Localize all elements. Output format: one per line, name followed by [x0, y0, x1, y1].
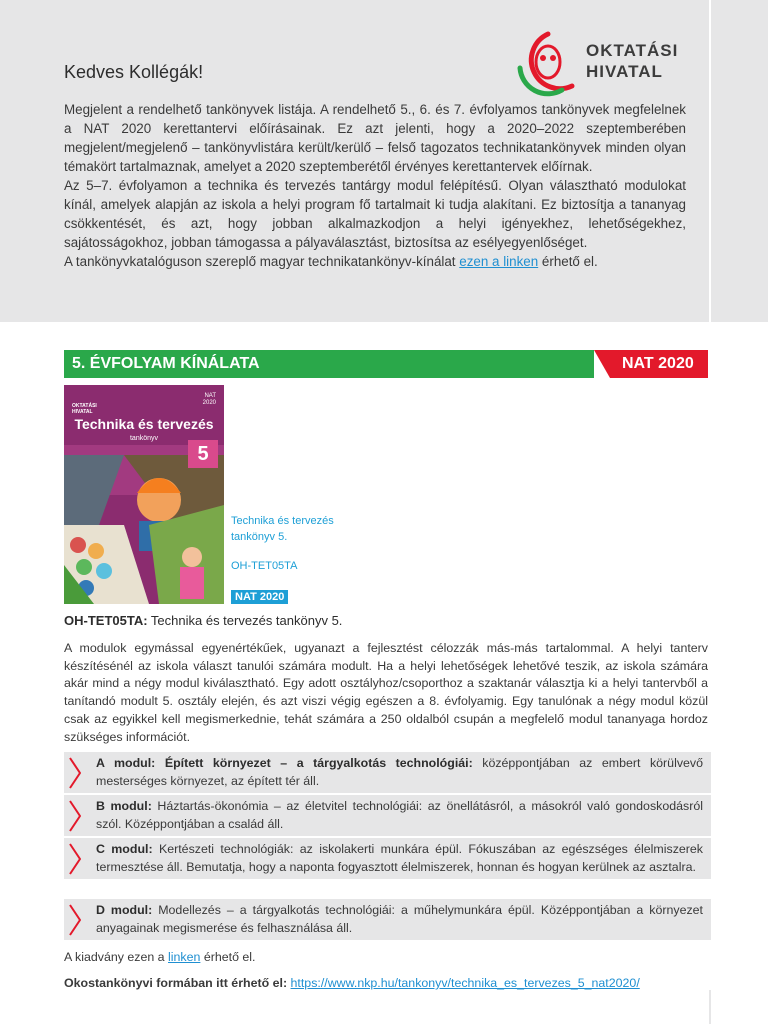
module-d-text	[96, 899, 711, 940]
book-heading-code: OH-TET05TA:	[64, 613, 148, 628]
module-d-name: D modul:	[96, 903, 153, 917]
intro-text-after-link: érhető el.	[538, 254, 598, 269]
publication-link-line	[64, 950, 256, 964]
margin-line-bottom	[709, 990, 711, 1024]
smart-textbook-line	[64, 976, 640, 990]
module-b	[64, 795, 711, 836]
book-description: A modulok egymással egyenértékűek, ugyanazt a fejlesztést célozzák más-más tartalommal. A helyi tanterv készítésénél az iskola választ tanulói számára modult. Ha a helyi lehetőségek lehetővé teszik, az iskola számára akár mind a négy modul kiválasztható. Egy adott osztályhoz/csoporthoz a szaktanár választja ki a helyi tantervből a tanítandó modult 5. osztály elején, és azt viszi végig egészen a 8. évfolyamig. Egy tanulónak a négy modul közül csak az egyikkel kell megismerkednie, tehát számára a 250 oldalból csupán a megfelelő modul tananyaga hordoz szükséges információt.	[64, 641, 708, 744]
cover-grade: 5	[188, 440, 218, 468]
logo-line-2: HIVATAL	[586, 62, 663, 81]
nat-flag-label: NAT 2020	[622, 355, 694, 372]
chevron-right-icon	[69, 800, 81, 832]
publication-link[interactable]: linken	[168, 950, 201, 964]
book-info	[231, 513, 334, 574]
book-name-line-1: Technika és tervezés	[231, 515, 334, 527]
cover-subtitle: tankönyv	[129, 435, 159, 442]
module-b-body: az önellátásról, a másokról való gondoskodásról szól. Középpontjában a család áll.	[96, 799, 703, 831]
smart-textbook-url[interactable]: https://www.nkp.hu/tankonyv/technika_es_tervezes_5_nat2020/	[290, 976, 640, 990]
cover-publisher-line-2: HIVATAL	[72, 409, 93, 415]
cover-title: Technika és tervezés	[74, 416, 214, 432]
intro-text	[64, 100, 686, 271]
module-a-name: A modul:	[96, 756, 156, 770]
catalog-link[interactable]: ezen a linken	[459, 254, 539, 269]
chevron-right-icon	[69, 757, 81, 789]
margin-line	[709, 0, 711, 322]
publication-text-after: érhető el.	[200, 950, 256, 964]
intro-paragraph-1: Megjelent a rendelhető tankönyvek listája. A rendelhető 5., 6. és 7. évfolyamos tankönyvek megfelelnek a NAT 2020 kerettantervi előírásainak. Ez azt jelenti, hogy a 2020–2022 szeptemberében megjelent/megjelenő – tankönyvlistára került/kerülő – felső tagozatos technikatankönyvek minden olyan témakört tartalmaznak, amelyet a 2020 szeptemberétől érvényes kerettantervek előírnak.	[64, 102, 686, 174]
section-title: 5. ÉVFOLYAM KÍNÁLATA	[72, 355, 260, 372]
nat-badge: NAT 2020	[231, 590, 288, 604]
smart-textbook-label: Okostankönyvi formában itt érhető el:	[64, 976, 288, 990]
module-b-text	[96, 795, 711, 836]
module-d-body: a műhelymunkára épül. Középpontjában a környezet anyagainak megismerése és felhasználása áll.	[96, 903, 703, 935]
chevron-right-icon	[69, 843, 81, 875]
logo-line-1: OKTATÁSI	[586, 41, 679, 60]
cover-nat	[203, 393, 216, 407]
cover-publisher-line-1: OKTATÁSI	[72, 403, 97, 409]
module-c-body: az iskolakerti munkára épül. Fókuszában az egészséges élelmiszerek termesztése áll. Bemutatja, hogy a naponta fogyasztott élelmiszerek, honnan és hogyan kerülnek az asztalra.	[96, 842, 703, 874]
module-d	[64, 899, 711, 940]
module-a-text	[96, 752, 711, 793]
publication-text-before: A kiadvány ezen a	[64, 950, 169, 964]
intro-text-before-link: A tankönyvkatalóguson szereplő magyar technikatankönyv-kínálat	[64, 254, 460, 269]
cover-publisher	[72, 403, 97, 415]
cover-nat-line-2: 2020	[202, 400, 216, 406]
logo-text	[586, 40, 678, 82]
book-code: OH-TET05TA	[231, 560, 298, 572]
module-c	[64, 838, 711, 879]
module-a-title: Épített környezet – a tárgyalkotás technológiái:	[164, 756, 473, 770]
book-heading	[64, 613, 342, 628]
greeting: Kedves Kollégák!	[64, 62, 204, 82]
module-c-text	[96, 838, 711, 879]
intro-paragraph-2: Az 5–7. évfolyamon a technika és tervezés tantárgy modul felépítésű. Olyan választható modulokat kínál, amelyek alapján az iskola a helyi program fő tartalmait ki tudja alakítani. Ez biztosítja a tananyag csökkentését, és azt, hogy jobban alkalmazkodjon a helyi igényekhez, lehetőségekhez, sajátosságokhoz, jobban támogassa a pályaválasztást, biztosítsa az esélyegyenlőséget.	[64, 178, 686, 250]
module-a-body: középpontjában az embert körülvevő mesterséges környezet, az épített tér áll.	[96, 756, 703, 788]
module-b-title: Háztartás-ökonómia – az életvitel technológiái:	[157, 799, 423, 813]
cover-nat-line-1: NAT	[204, 393, 216, 399]
module-c-title: Kertészeti technológiák:	[158, 842, 294, 856]
module-a	[64, 752, 711, 793]
intro-paragraph-3	[64, 252, 686, 271]
module-d-title: Modellezés – a tárgyalkotás technológiái:	[158, 903, 395, 917]
book-heading-title: Technika és tervezés tankönyv 5.	[147, 613, 343, 628]
chevron-right-icon	[69, 904, 81, 936]
module-c-name: C modul:	[96, 842, 153, 856]
book-cover[interactable]	[64, 385, 224, 604]
book-name-line-2: tankönyv 5.	[231, 531, 288, 543]
module-b-name: B modul:	[96, 799, 152, 813]
